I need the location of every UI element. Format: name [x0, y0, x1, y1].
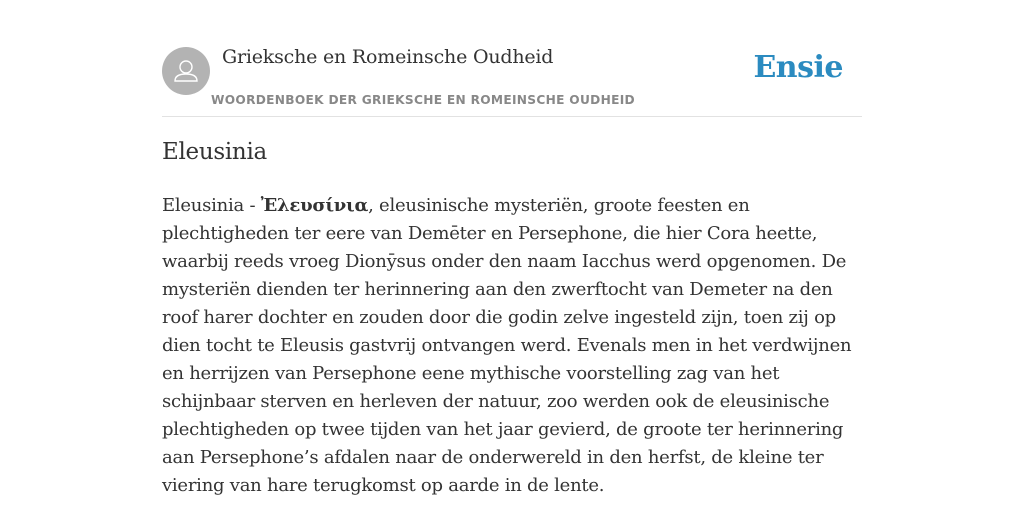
user-icon	[162, 47, 210, 95]
entry-separator: -	[243, 195, 261, 216]
avatar[interactable]	[162, 47, 210, 95]
page-header	[162, 46, 862, 117]
entry-body	[162, 192, 862, 500]
site-title[interactable]: Grieksche en Romeinsche Oudheid	[222, 46, 554, 68]
entry-text: , eleusinische mysteriën, groote feesten en plechtigheden ter eere van Demēter en Persephone, die hier Cora heette, waarbij reeds vroeg Dionȳsus onder den naam Iacchus werd opgenomen. De mysteriën dienden ter herinnering aan den zwerftocht van Demeter na den roof harer dochter en zouden door die godin zelve ingesteld zijn, toen zij op dien tocht te Eleusis gastvrij ontvangen werd. Evenals men in het verdwijnen en herrijzen van Persephone eene mythische voorstelling zag van het schijnbaar sterven en herleven der natuur, zoo werden ook de eleusinische plechtigheden op twee tijden van het jaar gevierd, de groote ter herinnering aan Persephone’s afdalen naar de onderwereld in den herfst, de kleine ter viering van hare terugkomst op aarde in de lente.	[162, 195, 852, 496]
entry-title: Eleusinia	[162, 139, 267, 165]
entry-greek-term: Ἐλευσίνια	[260, 195, 369, 216]
brand-logo[interactable]: Ensie	[753, 50, 843, 85]
site-subtitle: WOORDENBOEK DER GRIEKSCHE EN ROMEINSCHE OUDHEID	[211, 93, 635, 107]
entry-term: Eleusinia	[162, 195, 244, 216]
